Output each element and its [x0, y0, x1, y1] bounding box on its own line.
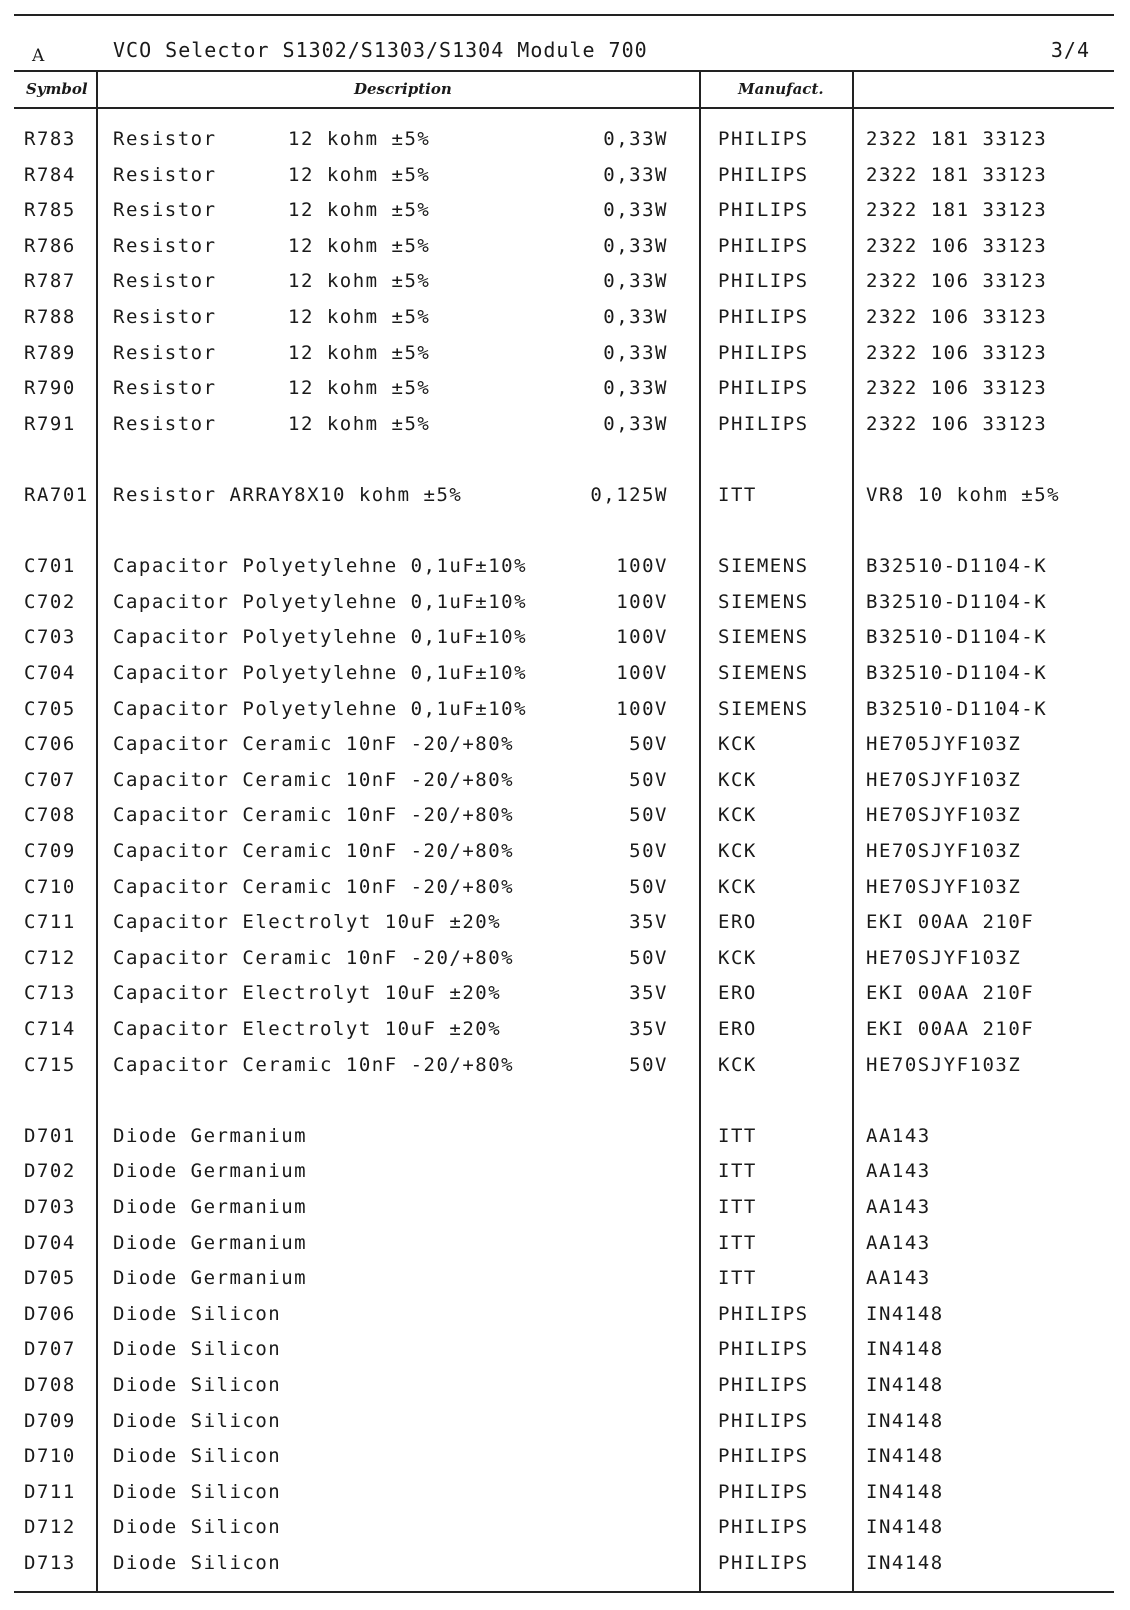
row-part-number: IN4148 [866, 1552, 944, 1574]
row-part-number: B32510-D1104-K [866, 662, 1048, 684]
page-number: 3/4 [1050, 38, 1090, 62]
row-description: Capacitor Polyetylehne 0,1uF±10% [113, 626, 528, 648]
row-manufacturer: ITT [718, 1267, 757, 1289]
row-rating: 0,33W [603, 235, 668, 257]
row-value: 12 kohm ±5% [288, 413, 431, 435]
row-rating: 50V [629, 1054, 668, 1076]
row-part-number: HE70SJYF103Z [866, 876, 1022, 898]
table-row [0, 235, 1130, 269]
row-part-number: IN4148 [866, 1516, 944, 1538]
table-row [0, 1338, 1130, 1372]
row-symbol: C706 [24, 733, 76, 755]
row-part-number: HE70SJYF103Z [866, 1054, 1022, 1076]
header-rule-bottom [14, 107, 1114, 109]
row-value: 12 kohm ±5% [288, 270, 431, 292]
row-symbol: C715 [24, 1054, 76, 1076]
row-value: 12 kohm ±5% [288, 128, 431, 150]
row-part-number: 2322 106 33123 [866, 342, 1048, 364]
row-rating: 0,33W [603, 377, 668, 399]
row-value: 12 kohm ±5% [288, 377, 431, 399]
row-part-number: 2322 106 33123 [866, 270, 1048, 292]
row-rating: 0,33W [603, 199, 668, 221]
top-rule [14, 14, 1114, 16]
row-symbol: D705 [24, 1267, 76, 1289]
table-row [0, 1481, 1130, 1515]
column-header-manufacturer: Manufact. [738, 80, 824, 98]
table-row [0, 1516, 1130, 1550]
row-description: Resistor [113, 377, 217, 399]
row-description: Diode Silicon [113, 1374, 282, 1396]
table-row [0, 1160, 1130, 1194]
table-row [0, 1552, 1130, 1586]
row-rating: 50V [629, 769, 668, 791]
row-symbol: D709 [24, 1410, 76, 1432]
table-row [0, 1267, 1130, 1301]
row-symbol: R791 [24, 413, 76, 435]
row-part-number: HE70SJYF103Z [866, 840, 1022, 862]
row-part-number: IN4148 [866, 1445, 944, 1467]
header-rule-top [14, 70, 1114, 72]
row-rating: 100V [616, 626, 668, 648]
row-manufacturer: SIEMENS [718, 698, 809, 720]
row-symbol: C703 [24, 626, 76, 648]
row-rating: 35V [629, 982, 668, 1004]
table-row [0, 733, 1130, 767]
row-manufacturer: PHILIPS [718, 270, 809, 292]
row-rating: 50V [629, 840, 668, 862]
row-symbol: D712 [24, 1516, 76, 1538]
row-manufacturer: PHILIPS [718, 1445, 809, 1467]
row-description: Capacitor Electrolyt 10uF ±20% [113, 982, 502, 1004]
row-manufacturer: KCK [718, 947, 757, 969]
row-symbol: D707 [24, 1338, 76, 1360]
table-row [0, 199, 1130, 233]
row-part-number: IN4148 [866, 1410, 944, 1432]
table-row [0, 1125, 1130, 1159]
row-symbol: R789 [24, 342, 76, 364]
table-row [0, 377, 1130, 411]
row-manufacturer: SIEMENS [718, 555, 809, 577]
table-row [0, 484, 1130, 518]
column-header-symbol: Symbol [26, 80, 88, 98]
row-manufacturer: PHILIPS [718, 377, 809, 399]
row-part-number: HE70SJYF103Z [866, 804, 1022, 826]
row-part-number: AA143 [866, 1196, 931, 1218]
row-symbol: D702 [24, 1160, 76, 1182]
row-manufacturer: SIEMENS [718, 626, 809, 648]
row-value: 12 kohm ±5% [288, 342, 431, 364]
row-symbol: D701 [24, 1125, 76, 1147]
table-row [0, 591, 1130, 625]
row-description: Capacitor Ceramic 10nF -20/+80% [113, 1054, 515, 1076]
row-description: Resistor [113, 342, 217, 364]
row-manufacturer: PHILIPS [718, 199, 809, 221]
row-symbol: C711 [24, 911, 76, 933]
row-description: Diode Silicon [113, 1552, 282, 1574]
row-part-number: B32510-D1104-K [866, 591, 1048, 613]
row-manufacturer: ITT [718, 1196, 757, 1218]
row-symbol: R786 [24, 235, 76, 257]
row-symbol: D704 [24, 1232, 76, 1254]
row-symbol: R787 [24, 270, 76, 292]
row-part-number: AA143 [866, 1232, 931, 1254]
row-part-number: AA143 [866, 1160, 931, 1182]
row-value: 12 kohm ±5% [288, 164, 431, 186]
row-symbol: C714 [24, 1018, 76, 1040]
row-rating: 50V [629, 804, 668, 826]
row-symbol: D710 [24, 1445, 76, 1467]
row-description: Capacitor Electrolyt 10uF ±20% [113, 1018, 502, 1040]
row-manufacturer: KCK [718, 769, 757, 791]
table-row [0, 840, 1130, 874]
row-manufacturer: ITT [718, 1232, 757, 1254]
row-description: Resistor [113, 270, 217, 292]
table-row [0, 769, 1130, 803]
row-manufacturer: ERO [718, 982, 757, 1004]
row-part-number: 2322 181 33123 [866, 199, 1048, 221]
row-manufacturer: ERO [718, 911, 757, 933]
row-description: Diode Silicon [113, 1338, 282, 1360]
row-description: Capacitor Polyetylehne 0,1uF±10% [113, 662, 528, 684]
row-rating: 50V [629, 733, 668, 755]
row-description: Resistor [113, 199, 217, 221]
row-rating: 100V [616, 698, 668, 720]
row-manufacturer: PHILIPS [718, 342, 809, 364]
row-manufacturer: ITT [718, 1160, 757, 1182]
row-symbol: C710 [24, 876, 76, 898]
row-description: Capacitor Polyetylehne 0,1uF±10% [113, 591, 528, 613]
table-row [0, 342, 1130, 376]
row-symbol: C708 [24, 804, 76, 826]
row-manufacturer: KCK [718, 804, 757, 826]
row-rating: 100V [616, 591, 668, 613]
row-symbol: C702 [24, 591, 76, 613]
row-rating: 100V [616, 555, 668, 577]
row-symbol: C704 [24, 662, 76, 684]
row-description: Resistor [113, 235, 217, 257]
row-part-number: AA143 [866, 1125, 931, 1147]
row-part-number: HE705JYF103Z [866, 733, 1022, 755]
row-manufacturer: SIEMENS [718, 662, 809, 684]
row-manufacturer: KCK [718, 876, 757, 898]
row-part-number: IN4148 [866, 1303, 944, 1325]
row-manufacturer: PHILIPS [718, 1481, 809, 1503]
row-description: Capacitor Ceramic 10nF -20/+80% [113, 804, 515, 826]
row-manufacturer: ERO [718, 1018, 757, 1040]
row-description: Diode Germanium [113, 1267, 308, 1289]
page-title: VCO Selector S1302/S1303/S1304 Module 700 [113, 38, 648, 62]
row-symbol: D708 [24, 1374, 76, 1396]
row-part-number: HE70SJYF103Z [866, 769, 1022, 791]
row-symbol: D713 [24, 1552, 76, 1574]
row-manufacturer: PHILIPS [718, 306, 809, 328]
row-symbol: C709 [24, 840, 76, 862]
row-part-number: VR8 10 kohm ±5% [866, 484, 1061, 506]
row-rating: 35V [629, 1018, 668, 1040]
row-manufacturer: PHILIPS [718, 164, 809, 186]
row-description: Diode Germanium [113, 1160, 308, 1182]
row-manufacturer: PHILIPS [718, 1516, 809, 1538]
row-description: Capacitor Ceramic 10nF -20/+80% [113, 876, 515, 898]
row-description: Diode Germanium [113, 1232, 308, 1254]
row-manufacturer: PHILIPS [718, 1552, 809, 1574]
row-manufacturer: PHILIPS [718, 1374, 809, 1396]
table-row [0, 306, 1130, 340]
row-manufacturer: KCK [718, 1054, 757, 1076]
row-rating: 0,33W [603, 342, 668, 364]
row-manufacturer: PHILIPS [718, 413, 809, 435]
row-rating: 35V [629, 911, 668, 933]
row-part-number: 2322 181 33123 [866, 128, 1048, 150]
column-header-description: Description [354, 80, 452, 98]
row-description: Diode Silicon [113, 1481, 282, 1503]
row-manufacturer: KCK [718, 840, 757, 862]
row-description: Diode Silicon [113, 1303, 282, 1325]
row-symbol: C705 [24, 698, 76, 720]
table-row [0, 1232, 1130, 1266]
row-symbol: R783 [24, 128, 76, 150]
row-manufacturer: PHILIPS [718, 1410, 809, 1432]
row-rating: 0,33W [603, 164, 668, 186]
table-row [0, 1196, 1130, 1230]
row-symbol: D711 [24, 1481, 76, 1503]
row-description: Resistor [113, 164, 217, 186]
row-part-number: 2322 106 33123 [866, 377, 1048, 399]
row-description: Capacitor Ceramic 10nF -20/+80% [113, 947, 515, 969]
row-description: Capacitor Polyetylehne 0,1uF±10% [113, 555, 528, 577]
row-value: 12 kohm ±5% [288, 199, 431, 221]
row-part-number: EKI 00AA 210F [866, 911, 1035, 933]
row-part-number: B32510-D1104-K [866, 555, 1048, 577]
row-part-number: 2322 181 33123 [866, 164, 1048, 186]
table-row [0, 1303, 1130, 1337]
row-rating: 0,33W [603, 128, 668, 150]
row-symbol: D706 [24, 1303, 76, 1325]
row-rating: 0,125W [590, 484, 668, 506]
bottom-rule [14, 1591, 1114, 1593]
row-manufacturer: ITT [718, 484, 757, 506]
table-row [0, 662, 1130, 696]
row-symbol: R788 [24, 306, 76, 328]
row-description: Resistor [113, 413, 217, 435]
row-symbol: C712 [24, 947, 76, 969]
row-description: Capacitor Electrolyt 10uF ±20% [113, 911, 502, 933]
row-value: 12 kohm ±5% [288, 306, 431, 328]
row-symbol: C701 [24, 555, 76, 577]
table-row [0, 876, 1130, 910]
table-row [0, 698, 1130, 732]
row-rating: 0,33W [603, 306, 668, 328]
row-description: Diode Silicon [113, 1410, 282, 1432]
row-part-number: 2322 106 33123 [866, 235, 1048, 257]
row-part-number: B32510-D1104-K [866, 626, 1048, 648]
row-part-number: HE70SJYF103Z [866, 947, 1022, 969]
row-part-number: 2322 106 33123 [866, 306, 1048, 328]
row-description: Diode Germanium [113, 1196, 308, 1218]
row-part-number: EKI 00AA 210F [866, 982, 1035, 1004]
row-manufacturer: SIEMENS [718, 591, 809, 613]
table-row [0, 413, 1130, 447]
row-part-number: IN4148 [866, 1374, 944, 1396]
row-value: 12 kohm ±5% [288, 235, 431, 257]
row-symbol: C713 [24, 982, 76, 1004]
row-manufacturer: ITT [718, 1125, 757, 1147]
row-description: Diode Silicon [113, 1516, 282, 1538]
row-description: Capacitor Ceramic 10nF -20/+80% [113, 733, 515, 755]
row-symbol: R785 [24, 199, 76, 221]
row-symbol: C707 [24, 769, 76, 791]
row-description: Diode Germanium [113, 1125, 308, 1147]
table-row [0, 1374, 1130, 1408]
table-row [0, 1054, 1130, 1088]
row-manufacturer: PHILIPS [718, 235, 809, 257]
table-row [0, 626, 1130, 660]
row-symbol: R784 [24, 164, 76, 186]
table-row [0, 1445, 1130, 1479]
row-part-number: IN4148 [866, 1338, 944, 1360]
row-description: Capacitor Polyetylehne 0,1uF±10% [113, 698, 528, 720]
row-rating: 50V [629, 876, 668, 898]
row-rating: 0,33W [603, 413, 668, 435]
row-part-number: AA143 [866, 1267, 931, 1289]
row-manufacturer: KCK [718, 733, 757, 755]
section-letter: A [32, 46, 46, 66]
row-manufacturer: PHILIPS [718, 128, 809, 150]
row-rating: 0,33W [603, 270, 668, 292]
row-part-number: 2322 106 33123 [866, 413, 1048, 435]
row-manufacturer: PHILIPS [718, 1338, 809, 1360]
table-row [0, 128, 1130, 162]
table-row [0, 982, 1130, 1016]
row-part-number: IN4148 [866, 1481, 944, 1503]
row-manufacturer: PHILIPS [718, 1303, 809, 1325]
table-row [0, 270, 1130, 304]
table-row [0, 555, 1130, 589]
row-description: Resistor [113, 128, 217, 150]
row-part-number: B32510-D1104-K [866, 698, 1048, 720]
row-description: Capacitor Ceramic 10nF -20/+80% [113, 840, 515, 862]
table-row [0, 804, 1130, 838]
table-row [0, 947, 1130, 981]
row-part-number: EKI 00AA 210F [866, 1018, 1035, 1040]
table-row [0, 911, 1130, 945]
row-description: Diode Silicon [113, 1445, 282, 1467]
row-symbol: D703 [24, 1196, 76, 1218]
row-rating: 100V [616, 662, 668, 684]
table-row [0, 1018, 1130, 1052]
table-row [0, 164, 1130, 198]
row-description: Capacitor Ceramic 10nF -20/+80% [113, 769, 515, 791]
row-symbol: R790 [24, 377, 76, 399]
row-description: Resistor ARRAY8X10 kohm ±5% [113, 484, 463, 506]
row-rating: 50V [629, 947, 668, 969]
row-description: Resistor [113, 306, 217, 328]
row-symbol: RA701 [24, 484, 89, 506]
table-row [0, 1410, 1130, 1444]
